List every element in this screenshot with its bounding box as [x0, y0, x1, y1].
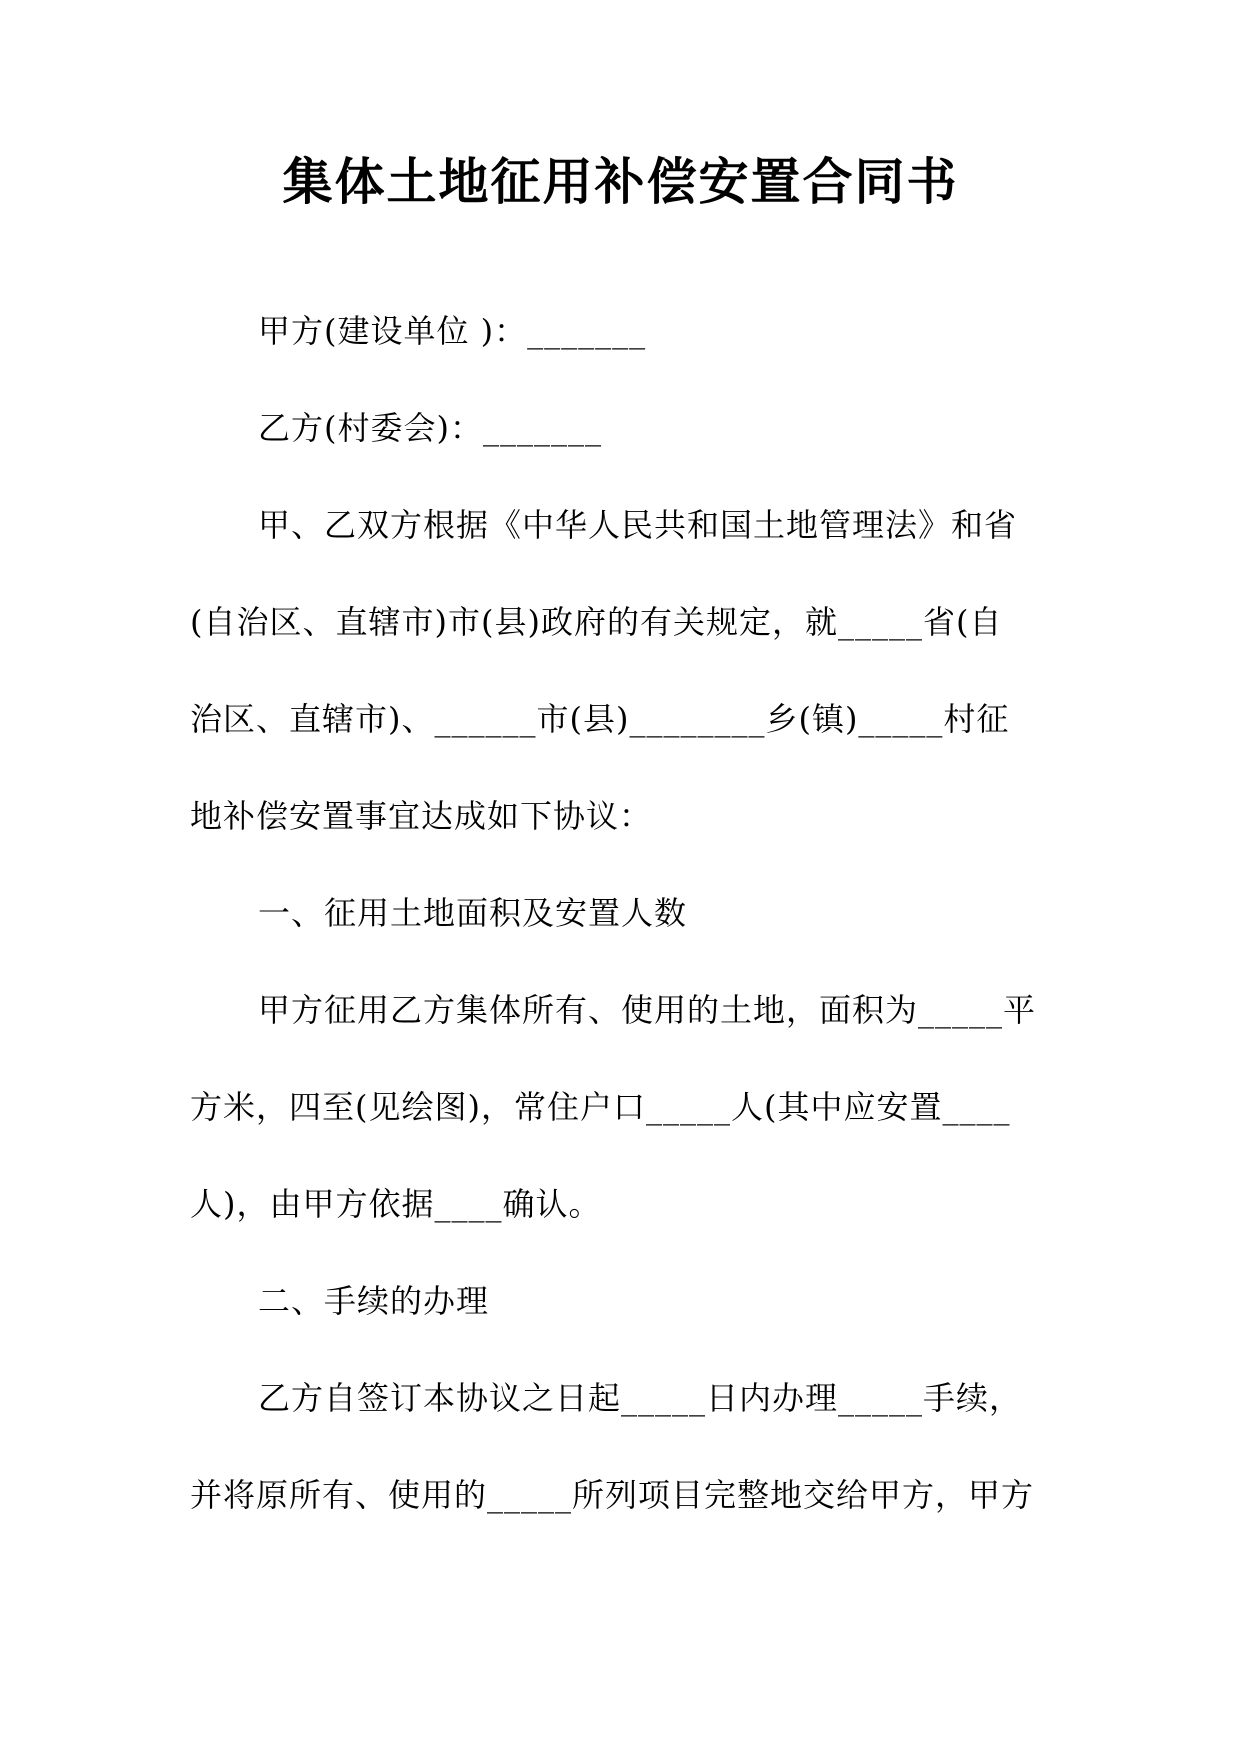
document-title: 集体土地征用补偿安置合同书 — [282, 153, 959, 211]
paragraph-line: 人)，由甲方依据____确认。 — [190, 1185, 602, 1223]
paragraph-line: 乙方自签订本协议之日起_____日内办理_____手续， — [258, 1379, 1023, 1417]
section-heading-2: 二、手续的办理 — [258, 1282, 490, 1320]
party-a-line: 甲方(建设单位 )：_______ — [258, 312, 647, 350]
paragraph-line: 方米，四至(见绘图)，常住户口_____人(其中应安置____ — [190, 1088, 1011, 1126]
paragraph-line: 甲方征用乙方集体所有、使用的土地，面积为_____平 — [258, 991, 1037, 1029]
paragraph-line: 治区、直辖市)、______市(县)________乡(镇)_____村征 — [190, 700, 1010, 738]
paragraph-line: 并将原所有、使用的_____所列项目完整地交给甲方，甲方 — [190, 1476, 1035, 1514]
paragraph-line: 地补偿安置事宜达成如下协议： — [190, 797, 653, 835]
paragraph-line: 甲、乙双方根据《中华人民共和国土地管理法》和省 — [258, 506, 1018, 544]
section-heading-1: 一、征用土地面积及安置人数 — [258, 894, 688, 932]
party-b-line: 乙方(村委会)：_______ — [258, 409, 602, 447]
paragraph-line: (自治区、直辖市)市(县)政府的有关规定，就_____省(自 — [190, 603, 1003, 641]
